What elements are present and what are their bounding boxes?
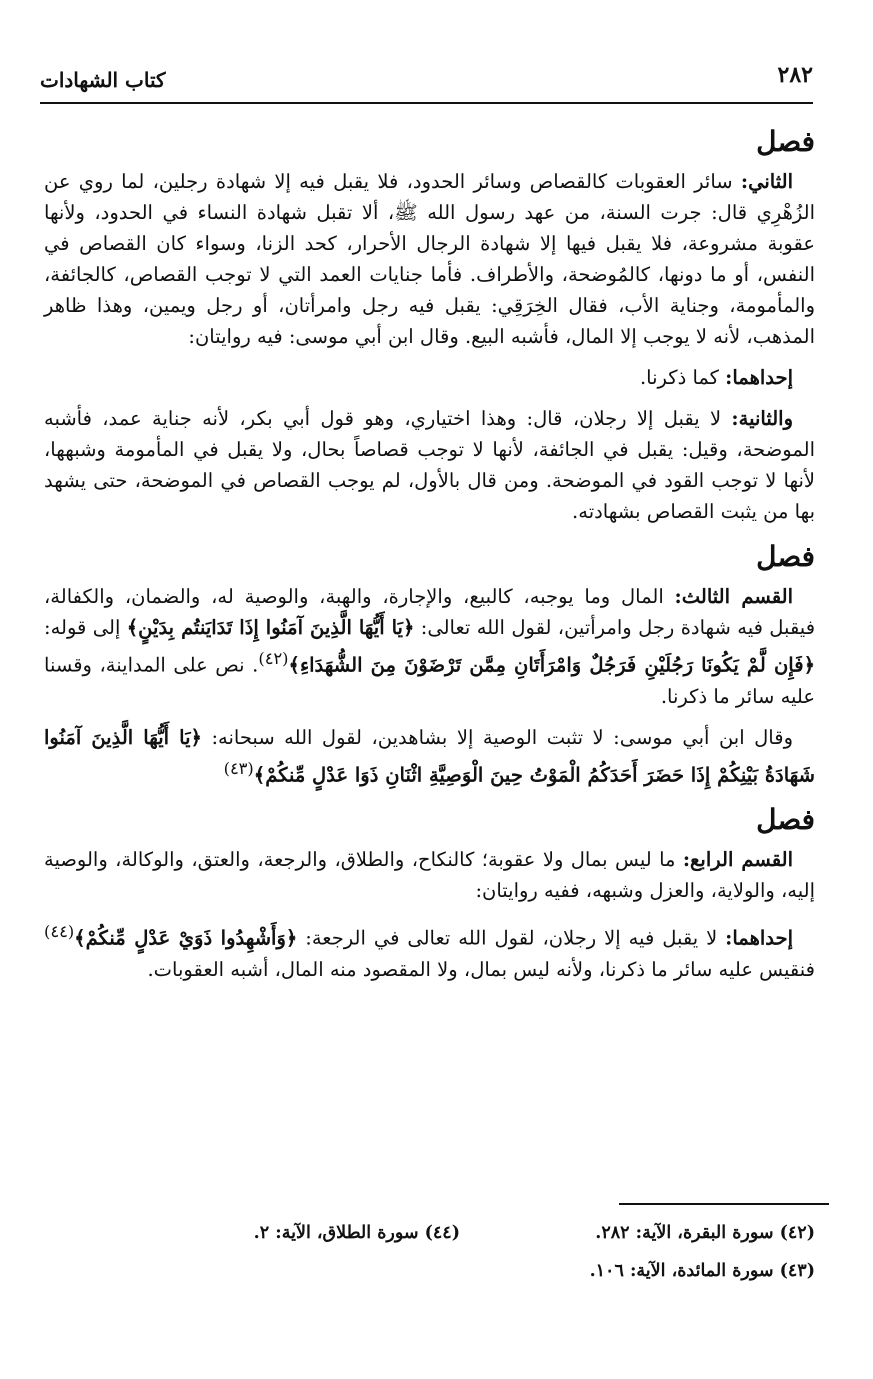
paragraph-text: المال وما يوجبه، كالبيع، والإجارة، والهبة، والوصية له، والضمان، والكفالة، فيقبل فيه شهادة رجل وامرأتين، لقول الله تعالى: [44, 585, 816, 639]
footnote-ref: (٤٢) [258, 649, 289, 668]
footnote-divider [619, 1203, 829, 1205]
paragraph-text: سائر العقوبات كالقصاص وسائر الحدود، فلا يقبل فيه إلا شهادة رجلين، لما روي عن الزُهْرِي قال: جرت السنة، من عهد رسول الله ﷺ، ألا تقبل شهادة النساء في الحدود، ولأنها عقوبة مشروعة، فلا يقبل فيها إلا شهادة الرجال الأحرار، كحد الزنا، وسواء كان القصاص في النفس، أو ما دونها، كالمُوضحة، والأطراف. فأما جنايات العمد التي لا توجب القصاص، كالجائفة، والمأمومة، وجناية الأب، فقال الخِرَقِي: يقبل فيه رجل وامرأتان، أو رجل ويمين، وهذا ظاهر المذهب، لأنه لا يوجب إلا المال، فأشبه البيع. وقال ابن أبي موسى: فيه روايتان: [44, 170, 815, 348]
footnote-column-right [515, 1214, 815, 1290]
running-header [40, 62, 813, 104]
quran-verse: ﴿يَا أَيُّهَا الَّذِينَ آمَنُوا شَهَادَةُ بَيْنِكُمْ إِذَا حَضَرَ أَحَدَكُمُ الْمَوْتُ حِينَ الْوَصِيَّةِ اثْنَانِ ذَوَا عَدْلٍ مِّنكُمْ﴾ [44, 725, 815, 786]
footnote-44: (٤٤) سورة الطلاق، الآية: ٢. [253, 1223, 460, 1243]
section-heading: فصل [756, 540, 815, 573]
paragraph-text: فنقيس عليه سائر ما ذكرنا، ولأنه ليس بمال، ولا المقصود منه المال، أشبه العقوبات. [147, 957, 815, 981]
section-heading: فصل [756, 803, 815, 836]
paragraph-lead: إحداهما: [725, 366, 793, 389]
paragraph-text: ما ليس بمال ولا عقوبة؛ كالنكاح، والطلاق، والرجعة، والعتق، والوكالة، والوصية إليه، والولاية، والعزل وشبهه، ففيه روايتان: [44, 848, 815, 902]
book-title: كتاب الشهادات [40, 68, 166, 92]
quran-verse: ﴿يَا أَيُّهَا الَّذِينَ آمَنُوا إِذَا تَدَايَنتُم بِدَيْنٍ﴾ [126, 616, 415, 639]
paragraph [44, 403, 815, 527]
paragraph [44, 166, 815, 352]
paragraph [44, 362, 815, 393]
paragraph-lead: القسم الثالث: [674, 585, 793, 608]
paragraph-text: لا يقبل فيه إلا رجلان، لقول الله تعالى في الرجعة: [297, 926, 726, 950]
quran-verse: ﴿وَأَشْهِدُوا ذَوَيْ عَدْلٍ مِّنكُمْ﴾ [74, 926, 298, 950]
paragraph-text: وقال ابن أبي موسى: لا تثبت الوصية إلا بشاهدين، لقول الله سبحانه: [201, 725, 793, 749]
quran-verse: ﴿فَإِن لَّمْ يَكُونَا رَجُلَيْنِ فَرَجُلٌ وَامْرَأَتَانِ مِمَّن تَرْضَوْنَ مِنَ الشُّهَدَاءِ﴾ [288, 653, 815, 677]
footnote-43: (٤٣) سورة المائدة، الآية: ١٠٦. [589, 1261, 815, 1281]
section-heading: فصل [756, 125, 815, 158]
footnote-42: (٤٢) سورة البقرة، الآية: ٢٨٢. [595, 1223, 815, 1243]
paragraph-lead: إحداهما: [725, 926, 793, 950]
paragraph-text: إلى قوله: [44, 616, 127, 639]
main-text [44, 122, 815, 995]
paragraph [44, 722, 815, 791]
footnote-column-left [160, 1214, 460, 1252]
paragraph-lead: الثاني: [740, 170, 793, 193]
paragraph-lead: والثانية: [731, 407, 793, 430]
paragraph-text: . نص على المداينة، وقسنا عليه سائر ما ذكرنا. [44, 653, 815, 708]
paragraph-lead: القسم الرابع: [682, 848, 793, 871]
footnote-ref: (٤٤) [44, 922, 75, 941]
paragraph-text: كما ذكرنا. [639, 366, 726, 389]
footnote-ref: (٤٣) [223, 758, 254, 778]
paragraph-text: لا يقبل إلا رجلان، قال: وهذا اختياري، وهو قول أبي بكر، لأنه جناية عمد، فأشبه الموضحة، وقيل: يقبل في الجائفة، لأنها لا توجب قصاصاً بحال، ولا يقبل في المأمومة وشبهها، لأنها لا توجب القود في الموضحة. ومن قال بالأول، لم يوجب القصاص في الموضحة، حتى يشهد بها من يثبت القصاص بشهادته. [44, 407, 815, 523]
paragraph [44, 916, 815, 985]
paragraph [44, 581, 815, 712]
paragraph [44, 844, 815, 906]
page-number: ٢٨٢ [777, 62, 813, 88]
